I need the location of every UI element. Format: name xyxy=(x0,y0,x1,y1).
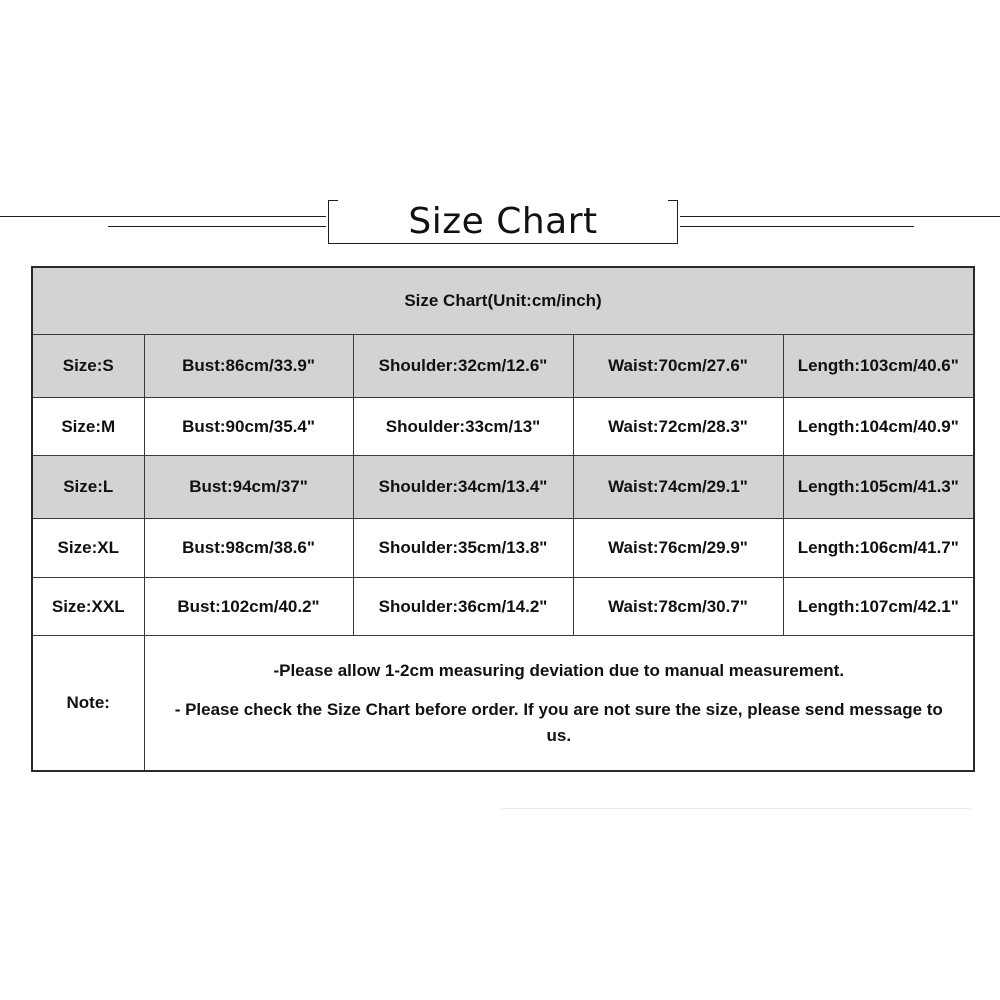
bust-cell: Bust:94cm/37" xyxy=(144,456,353,519)
shoulder-cell: Shoulder:35cm/13.8" xyxy=(353,519,573,578)
length-cell: Length:105cm/41.3" xyxy=(783,456,974,519)
header-rule-right-bottom xyxy=(680,226,914,227)
length-cell: Length:106cm/41.7" xyxy=(783,519,974,578)
size-cell: Size:L xyxy=(32,456,144,519)
note-row xyxy=(32,636,974,772)
shoulder-cell: Shoulder:34cm/13.4" xyxy=(353,456,573,519)
header-rule-left-bottom xyxy=(108,226,326,227)
waist-cell: Waist:70cm/27.6" xyxy=(573,335,783,398)
bust-cell: Bust:102cm/40.2" xyxy=(144,578,353,636)
shoulder-cell: Shoulder:32cm/12.6" xyxy=(353,335,573,398)
size-chart-table xyxy=(31,266,975,772)
note-content xyxy=(144,636,974,772)
shoulder-cell: Shoulder:33cm/13" xyxy=(353,398,573,456)
length-cell: Length:107cm/42.1" xyxy=(783,578,974,636)
waist-cell: Waist:76cm/29.9" xyxy=(573,519,783,578)
table-row xyxy=(32,398,974,456)
table-caption: Size Chart(Unit:cm/inch) xyxy=(32,267,974,335)
length-cell: Length:104cm/40.9" xyxy=(783,398,974,456)
table-caption-row xyxy=(32,267,974,335)
size-cell: Size:XL xyxy=(32,519,144,578)
bust-cell: Bust:90cm/35.4" xyxy=(144,398,353,456)
table-row xyxy=(32,335,974,398)
header-rule-left-top xyxy=(0,216,326,217)
length-cell: Length:103cm/40.6" xyxy=(783,335,974,398)
page-title: Size Chart xyxy=(408,201,598,242)
title-frame xyxy=(328,200,678,244)
bust-cell: Bust:86cm/33.9" xyxy=(144,335,353,398)
waist-cell: Waist:74cm/29.1" xyxy=(573,456,783,519)
bust-cell: Bust:98cm/38.6" xyxy=(144,519,353,578)
size-cell: Size:XXL xyxy=(32,578,144,636)
table-row xyxy=(32,578,974,636)
shoulder-cell: Shoulder:36cm/14.2" xyxy=(353,578,573,636)
table-row xyxy=(32,519,974,578)
size-cell: Size:M xyxy=(32,398,144,456)
waist-cell: Waist:78cm/30.7" xyxy=(573,578,783,636)
header-rule-right-top xyxy=(680,216,1000,217)
table-row xyxy=(32,456,974,519)
note-line: -Please allow 1-2cm measuring deviation due to manual measurement. xyxy=(273,660,845,680)
waist-cell: Waist:72cm/28.3" xyxy=(573,398,783,456)
divider xyxy=(502,808,970,809)
note-label: Note: xyxy=(32,636,144,772)
note-line: - Please check the Size Chart before order. If you are not sure the size, please send message to us. xyxy=(174,699,943,745)
size-cell: Size:S xyxy=(32,335,144,398)
